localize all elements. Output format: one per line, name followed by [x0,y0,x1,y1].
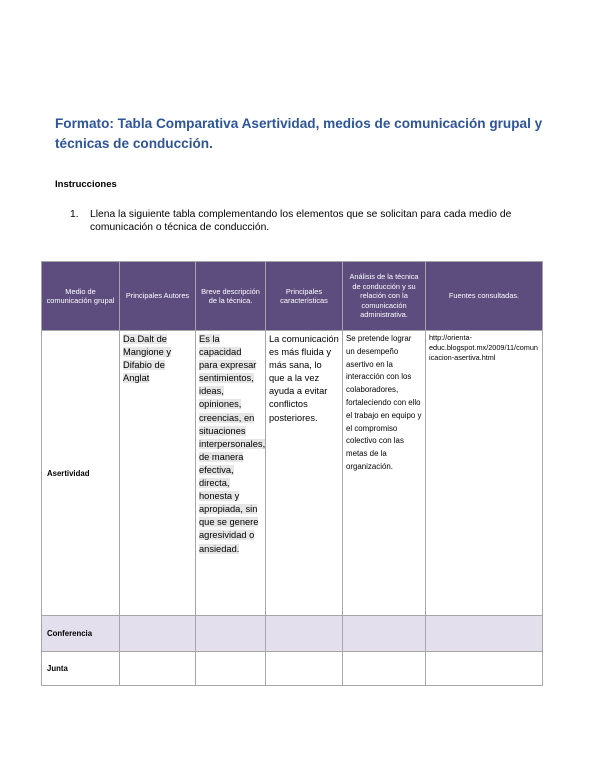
table-row [42,616,543,652]
analysis-cell [343,616,426,652]
sources-cell: http://orienta-educ.blogspot.mx/2009/11/comunicacion-asertiva.html [426,331,543,616]
instructions-heading: Instrucciones [55,179,117,190]
instruction-text: Llena la siguiente tabla complementando los elementos que se solicitan para cada medio de comunicación o técnica de conducción. [90,209,512,233]
table-row [42,331,543,616]
authors-cell [120,331,196,616]
description-text: Es la capacidad para expresar sentimientos, ideas, opiniones, creencias, en situaciones interpersonales, de manera efectiva, directa, honesta y apropiada, sin que se genere agresividad o ansiedad. [199,334,266,554]
header-autores: Principales Autores [120,262,196,331]
sources-cell [426,616,543,652]
header-medio: Medio de comunicación grupal [42,262,120,331]
header-descripcion: Breve descripción de la técnica. [196,262,266,331]
characteristics-cell [266,616,343,652]
analysis-cell [343,652,426,686]
table-header-row [42,262,543,331]
analysis-cell: Se pretende lograr un desempeño asertivo en la interacción con los colaboradores, fortaleciendo con ello el trabajo en equipo y el compromiso colectivo con las metas de la organización. [343,331,426,616]
description-cell [196,652,266,686]
authors-cell [120,616,196,652]
header-analisis: Análisis de la técnica de conducción y su relación con la comunicación administrativa. [343,262,426,331]
authors-cell [120,652,196,686]
header-caracteristicas: Principales características [266,262,343,331]
sources-cell [426,652,543,686]
header-fuentes: Fuentes consultadas. [426,262,543,331]
row-label: Conferencia [42,616,120,652]
characteristics-cell: La comunicación es más fluida y más sana, lo que a la vez ayuda a evitar conflictos posteriores. [266,331,343,616]
description-cell [196,616,266,652]
row-label: Junta [42,652,120,686]
authors-text: Da Dalt de Mangione y Difabio de Anglat [123,334,172,384]
description-cell [196,331,266,616]
comparison-table [41,261,543,686]
page-title: Formato: Tabla Comparativa Asertividad, medios de comunicación grupal y técnicas de conducción. [55,116,543,151]
table-row [42,652,543,686]
row-label: Asertividad [42,331,120,616]
characteristics-cell [266,652,343,686]
instruction-number: 1. [70,209,79,220]
